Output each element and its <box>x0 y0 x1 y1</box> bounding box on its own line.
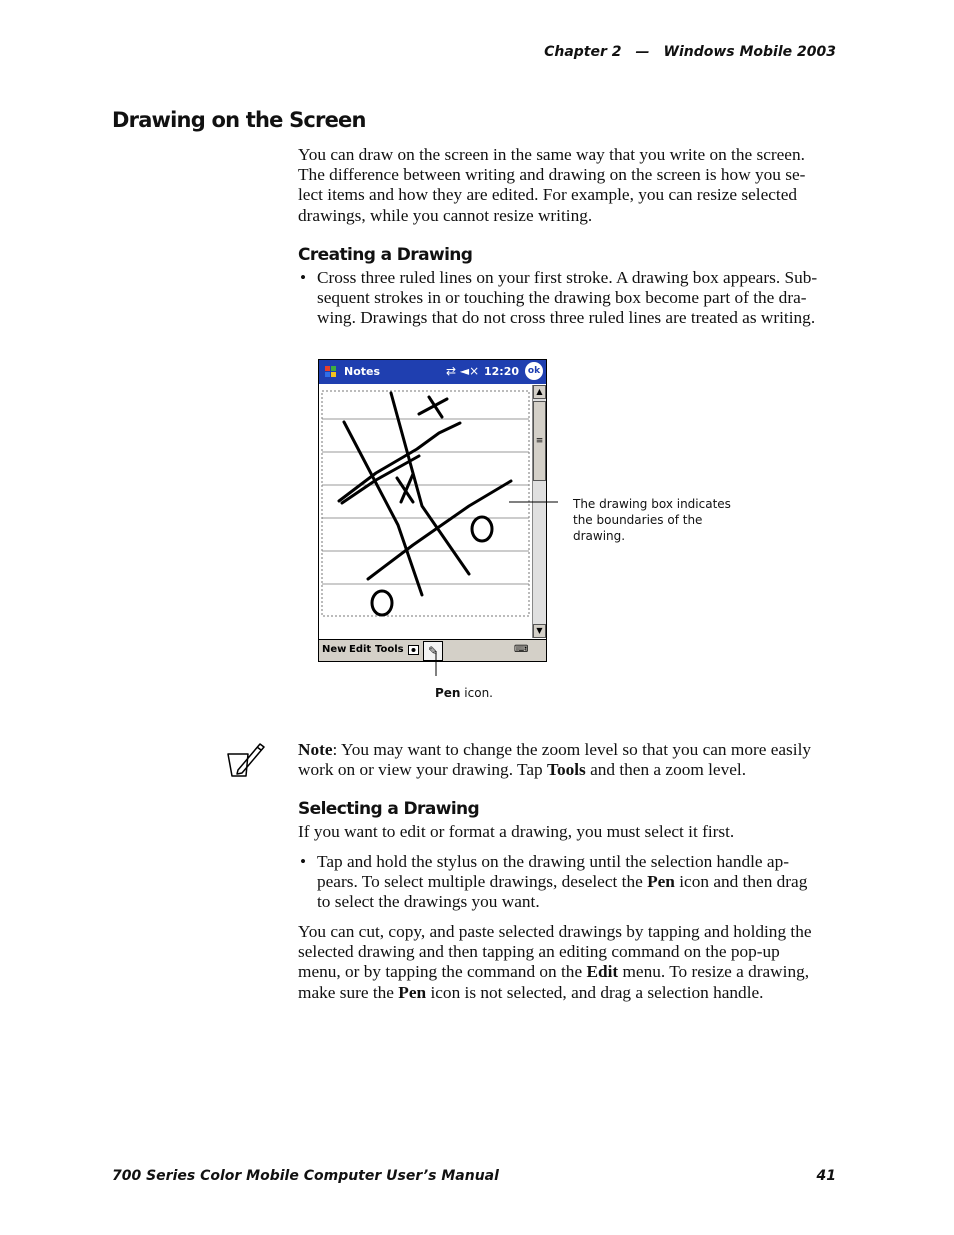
pen-callout-rest: icon. <box>460 686 493 700</box>
ok-button: ok <box>525 362 543 380</box>
final-paragraph <box>298 922 843 1003</box>
intro-line: drawings, while you cannot resize writing. <box>298 205 593 225</box>
scroll-up-icon: ▲ <box>533 385 546 399</box>
final-line <box>298 962 843 982</box>
selecting-bullet: • <box>300 852 307 871</box>
creating-line: Cross three ruled lines on your first stroke. A drawing box appears. Sub- <box>317 268 818 287</box>
header-chapter: Chapter 2 <box>544 44 622 60</box>
scroll-thumb: ≡ <box>533 401 546 481</box>
intro-line: lect items and how they are edited. For example, you can resize selected <box>298 185 798 205</box>
intro-line: You can draw on the screen in the same way that you write on the screen. <box>298 145 805 164</box>
final-line: selected drawing and then tapping an editing command on the pop-up <box>298 942 780 962</box>
pen-callout-bold: Pen <box>435 686 461 700</box>
clock: 12:20 <box>484 365 520 378</box>
creating-line: sequent strokes in or touching the drawing box become part of the dra- <box>317 288 807 308</box>
start-flag-icon <box>322 363 340 381</box>
selecting-text: icon and then drag <box>674 872 808 892</box>
callout-line: the boundaries of the <box>573 513 703 527</box>
selecting-text: pears. To select multiple drawings, deselect the <box>317 872 648 892</box>
creating-bullet: • <box>300 268 307 287</box>
title-bar <box>319 360 546 384</box>
final-text: make sure the <box>298 982 399 1002</box>
notes-canvas <box>319 385 532 638</box>
callout-line: drawing. <box>573 529 626 543</box>
tools-bold: Tools <box>547 760 586 780</box>
connectivity-volume-icon: ⇄ ◄× <box>446 364 480 378</box>
note-line-1 <box>298 740 843 760</box>
intro-paragraph <box>298 145 843 226</box>
pen-bold: Pen <box>647 872 675 892</box>
selecting-line: to select the drawings you want. <box>317 892 540 912</box>
drawing-box-callout <box>573 496 731 544</box>
note-pencil-icon <box>224 740 266 780</box>
selecting-line <box>317 872 845 892</box>
footer-manual-title: 700 Series Color Mobile Computer User’s Manual <box>112 1168 499 1184</box>
final-line: You can cut, copy, and paste selected drawings by tapping and holding the <box>298 922 812 941</box>
note-line-2 <box>298 760 843 780</box>
note-label: Note <box>298 740 333 759</box>
pen-bold: Pen <box>398 982 427 1002</box>
selecting-heading: Selecting a Drawing <box>298 799 480 819</box>
selecting-intro-line: If you want to edit or format a drawing, you must select it first. <box>298 822 735 841</box>
creating-heading: Creating a Drawing <box>298 245 473 265</box>
menu-edit: Edit <box>349 644 372 655</box>
app-title: Notes <box>344 365 381 378</box>
header-title: Windows Mobile 2003 <box>663 44 836 60</box>
scroll-down-icon: ▼ <box>533 624 546 638</box>
selecting-intro <box>298 822 843 842</box>
running-header <box>544 44 836 60</box>
final-text: menu. To resize a drawing, <box>618 962 810 982</box>
final-text: menu, or by tapping the command on the <box>298 962 587 982</box>
recorder-icon <box>408 645 419 655</box>
pen-icon: ✎ <box>423 641 443 661</box>
note-text: : You may want to change the zoom level so that you can more easily <box>332 740 812 759</box>
callout-line: The drawing box indicates <box>573 497 731 511</box>
selecting-bullet-text <box>317 852 845 913</box>
note-tail: and then a zoom level. <box>585 760 747 780</box>
page-number: 41 <box>816 1168 836 1184</box>
note-paragraph <box>298 740 843 780</box>
menu-new: New <box>322 644 347 655</box>
creating-bullet-text <box>317 268 845 329</box>
edit-bold: Edit <box>586 962 619 982</box>
keyboard-icon: ⌨ <box>514 644 529 655</box>
menu-tools: Tools <box>375 644 404 655</box>
menu-bar <box>319 639 546 662</box>
creating-line: wing. Drawings that do not cross three ruled lines are treated as writing. <box>317 308 816 328</box>
selecting-line: Tap and hold the stylus on the drawing until the selection handle ap- <box>317 852 789 871</box>
vertical-scrollbar <box>532 385 546 638</box>
final-text: icon is not selected, and drag a selection handle. <box>426 982 764 1002</box>
note-text: work on or view your drawing. Tap <box>298 760 547 780</box>
pen-icon-callout <box>435 685 493 701</box>
intro-line: The difference between writing and drawing on the screen is how you se- <box>298 165 806 185</box>
section-title: Drawing on the Screen <box>112 108 366 132</box>
pocket-pc-screenshot <box>318 359 547 662</box>
header-separator: — <box>635 44 650 60</box>
final-line <box>298 983 843 1003</box>
